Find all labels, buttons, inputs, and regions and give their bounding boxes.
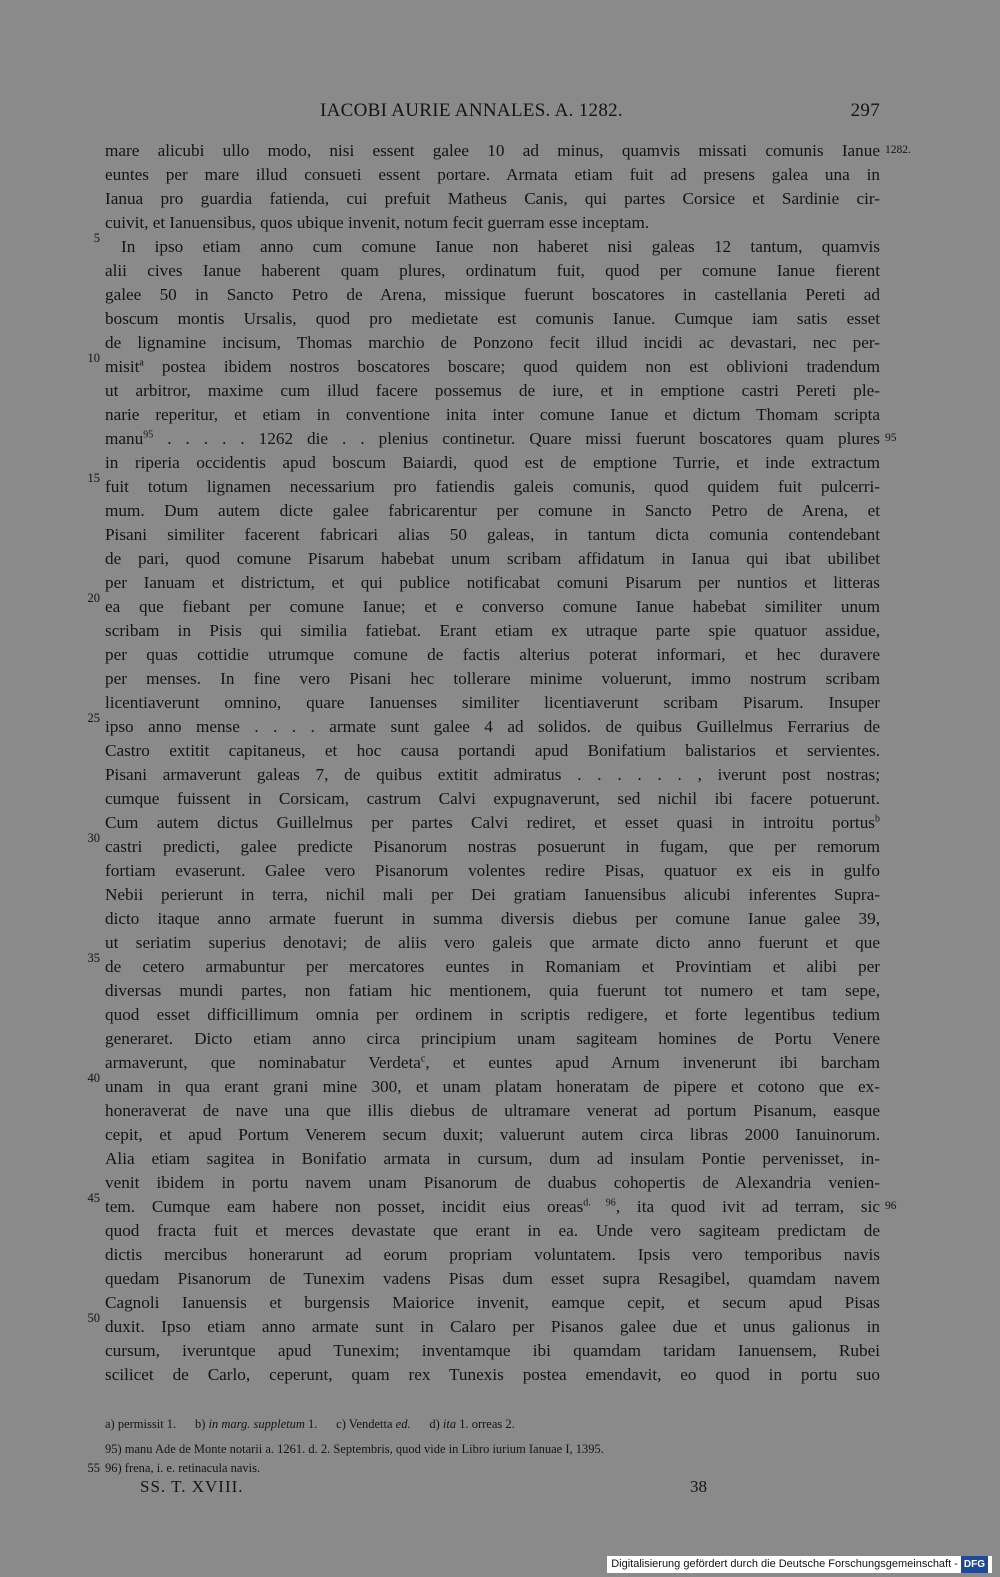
line-number: 30 xyxy=(87,831,100,845)
text-line: tem. Cumque eam habere non posset, incidit eius oreas$^{d. 96}$, ita quod ivit ad terram, sic xyxy=(105,1197,881,1216)
text-line: venit ibidem in portu navem unam Pisanorum de duabus cohopertis de Alexandria venien- xyxy=(105,1173,880,1192)
text-line: unam in qua erant grani mine 300, et unam platam honeratam de pipere et cotono que ex- xyxy=(105,1077,880,1096)
note-a-label: a) xyxy=(105,1417,115,1431)
line-number: 20 xyxy=(87,591,100,605)
text-line: Pisani armaverunt galeas 7, de quibus extitit admiratus . . . . . . , iverunt post nostras; xyxy=(105,765,880,784)
text-line: cursum, iveruntque apud Tunexim; inventamque ibi quamdam taridam Ianuensem, Rubei xyxy=(105,1341,880,1360)
text-line: quod esset difficillimum omnia per ordinem in scriptis redigere, et forte legentibus tedium xyxy=(105,1005,880,1024)
digitization-credit: Digitalisierung gefördert durch die Deutsche Forschungsgemeinschaft - DFG xyxy=(607,1556,992,1573)
text-line: dicto itaque anno armate fuerunt in summa diversis diebus per comune Ianue galee 39, xyxy=(105,909,880,928)
text-line: per quas cottidie utrumque comune de factis alterius poterat informari, et hec duravere xyxy=(105,645,880,664)
footnote-mark: 95 xyxy=(143,429,154,441)
text-line: galee 50 in Sancto Petro de Arena, missique fuerunt boscatores in castellania Pereti ad xyxy=(105,285,880,304)
text-line: Cum autem dictus Guillelmus per partes Calvi rediret, et esset quasi in introitu portus$^b$ xyxy=(105,813,880,832)
text-line: Alia etiam sagitea in Bonifatio armata in cursum, dum ad insulam Pontie pervenisset, in- xyxy=(105,1149,880,1168)
text-line: Pisani similiter facerent fabricari alias 50 galeas, in tantum dicta comunia contendebant xyxy=(105,525,880,544)
line-number: 35 xyxy=(87,951,100,965)
text-line: narie reperitur, et etiam in conventione inita inter comune Ianue et dictum Thomam scripta xyxy=(105,405,880,424)
text-line: in riperia occidentis apud boscum Baiardi, quod est de emptione Turrie, et inde extractum xyxy=(105,453,880,472)
text-line: mum. Dum autem dicte galee fabricarentur per comune in Sancto Petro de Arena, et xyxy=(105,501,880,520)
text-line: de lignamine incisum, Thomas marchio de Ponzono fecit illud incidi ac devastari, nec per- xyxy=(105,333,880,352)
text-line: armaverunt, que nominabatur Verdeta$^c$, et euntes apud Arnum invenerunt ibi barcham xyxy=(105,1053,880,1072)
margin-note: 96 xyxy=(885,1200,897,1212)
dfg-logo-icon: DFG xyxy=(961,1556,988,1573)
text-line: cuivit, et Ianuensibus, quos ubique invenit, notum fecit guerram esse inceptam. xyxy=(105,213,650,232)
line-number: 25 xyxy=(87,711,100,725)
text-line: quedam Pisanorum de Tunexim vadens Pisas dum esset supra Resagibel, quamdam navem xyxy=(105,1269,880,1288)
note-d-text: ita xyxy=(442,1417,457,1431)
text-line: castri predicti, galee predicte Pisanorum nostras posuerunt in fugam, que per remorum xyxy=(105,837,880,856)
margin-note: 95 xyxy=(885,432,897,444)
text-line: Cagnoli Ianuensis et burgensis Maiorice invenit, eamque cepit, et secum apud Pisas xyxy=(105,1293,880,1312)
text-line: ea que fiebant per comune Ianue; et e converso comune Ianue habebat similiter unum xyxy=(105,597,880,616)
text-line: misit$^a$ postea ibidem nostros boscatores boscare; quod quidem non est oblivioni tradendum xyxy=(105,357,880,376)
line-number: 40 xyxy=(87,1071,100,1085)
footnote-mark: b xyxy=(875,813,880,825)
text-line: de pari, quod comune Pisarum habebat unum scribam affidatum in Ianua qui ibat ubilibet xyxy=(105,549,880,568)
note-c-tail: ed. xyxy=(392,1417,411,1431)
text-line: fortiam evaserunt. Galee vero Pisanorum volentes redire Pisas, quatuor ex eis in gulfo xyxy=(105,861,880,880)
text-line: ipso anno mense . . . . armate sunt galee 4 ad solidos. de quibus Guillelmus Ferrarius de xyxy=(105,717,880,736)
text-line: In ipso etiam anno cum comune Ianue non haberet nisi galeas 12 tantum, quamvis xyxy=(121,237,880,256)
text-line: ut seriatim superius denotavi; de aliis vero galeis que armate dicto anno fuerunt et que xyxy=(105,933,880,952)
note-c-text: Vendetta xyxy=(348,1417,393,1431)
text-line: fuit totum lignamen necessarium pro fatiendis galeis comunis, quod quidem fuit pulcerri- xyxy=(105,477,880,496)
line-number: 50 xyxy=(87,1311,100,1325)
line-number: 5 xyxy=(93,231,100,245)
text-line: Ianua pro guardia fatienda, cui prefuit Matheus Canis, qui partes Corsice et Sardinie cir- xyxy=(105,189,880,208)
text-line: ut arbitror, maxime cum illud facere possemus de iure, et in emptione castri Pereti ple- xyxy=(105,381,880,400)
text-line: manu$^{95}$ . . . . . 1262 die . . plenius continetur. Quare missi fuerunt boscatores quam plures xyxy=(105,429,880,448)
line-number: 10 xyxy=(87,351,100,365)
footnote-96: 55 96) frena, i. e. retinacula navis. xyxy=(87,1461,261,1475)
text-line: scribam in Pisis qui similia fatiebat. Erant etiam ex utraque parte spie quatuor assidue, xyxy=(105,621,880,640)
footnote-mark: c xyxy=(420,1053,426,1065)
text-line: boscum montis Ursalis, quod pro medietate est comunis Ianue. Cumque iam satis esset xyxy=(105,309,880,328)
text-line: mare alicubi ullo modo, nisi essent galee 10 ad minus, quamvis missati comunis Ianue xyxy=(105,141,880,160)
line-number: 45 xyxy=(87,1191,100,1205)
text-line: per menses. In fine vero Pisani hec tollerare minime voluerunt, immo nostrum scribam xyxy=(105,669,880,688)
footnotes xyxy=(87,1440,880,1478)
signature-mark: SS. T. XVIII. xyxy=(140,1477,244,1496)
line-number: 15 xyxy=(87,471,100,485)
text-line: euntes per mare illud consueti essent portare. Armata etiam fuit ad presens galea una in xyxy=(105,165,880,184)
text-line: generaret. Dicto etiam anno circa principium unam sagiteam homines de Portu Venere xyxy=(105,1029,880,1048)
note-d-label: d) xyxy=(429,1417,440,1431)
text-line: de cetero armabuntur per mercatores euntes in Romaniam et Provintiam et alibi per xyxy=(105,957,880,976)
text-line: quod fracta fuit et merces devastate que erant in ea. Unde vero sagiteam predictam de xyxy=(105,1221,880,1240)
text-line: duxit. Ipso etiam anno armate sunt in Calaro per Pisanos galee due et unus galionus in xyxy=(105,1317,880,1336)
text-line: cumque fuissent in Corsicam, castrum Calvi expugnaverunt, sed nichil ibi facere potuerunt. xyxy=(105,789,880,808)
header-title: IACOBI AURIE ANNALES. A. 1282. xyxy=(320,100,623,121)
note-b-tail: 1. xyxy=(304,1417,318,1431)
text-line: honeraverat de nave una que illis diebus de ultramare venerat ad portum Pisanum, easque xyxy=(105,1101,880,1120)
note-c-label: c) xyxy=(336,1417,346,1431)
note-b-text: in marg. suppletum xyxy=(208,1417,305,1431)
note-b-label: b) xyxy=(194,1417,206,1431)
text-line: Castro extitit capitaneus, et hoc causa portandi apud Bonifatium balistarios et servientes. xyxy=(105,741,880,760)
page-number: 297 xyxy=(850,100,880,121)
text-line: diversas mundi partes, non fatiam hic mentionem, quia fuerunt tot numero et tam sepe, xyxy=(105,981,880,1000)
text-line: dictis mercibus honerarunt ad eorum propriam voluntatem. Ipsis vero temporibus navis xyxy=(105,1245,880,1264)
text-line: per Ianuam et districtum, et qui publice notificabat comuni Pisarum per nuntios et litteras xyxy=(105,573,880,592)
text-line: Nebii perierunt in terra, nichil mali per Dei gratiam Ianuensibus alicubi inferentes Supra- xyxy=(105,885,880,904)
footnote-95: 95) manu Ade de Monte notarii a. 1261. d. 2. Septembris, quod vide in Libro iurium Ianuae I, 1395. xyxy=(105,1442,604,1456)
text-line: alii cives Ianue haberent quam plures, ordinatum fuit, quod per comune Ianue fierent xyxy=(105,261,880,280)
margin-note: 1282. xyxy=(885,144,911,156)
text-line: cepit, et apud Portum Venerem secum duxit; valuerunt autem circa libras 2000 Ianuinorum. xyxy=(105,1125,880,1144)
text-line: scilicet de Carlo, ceperunt, quam rex Tunexis postea emendavit, eo quod in portu suo xyxy=(105,1365,880,1384)
note-a-text: permissit 1. xyxy=(117,1417,177,1431)
critical-apparatus xyxy=(105,1415,880,1434)
note-d-tail: 1. orreas 2. xyxy=(456,1417,515,1431)
footnote-mark: d. 96 xyxy=(583,1197,616,1209)
gathering-number: 38 xyxy=(690,1477,707,1496)
footnote-mark: a xyxy=(139,357,144,369)
text-line: licentiaverunt omnino, quare Ianuenses similiter licentiaverunt scribam Pisarum. Insuper xyxy=(105,693,880,712)
